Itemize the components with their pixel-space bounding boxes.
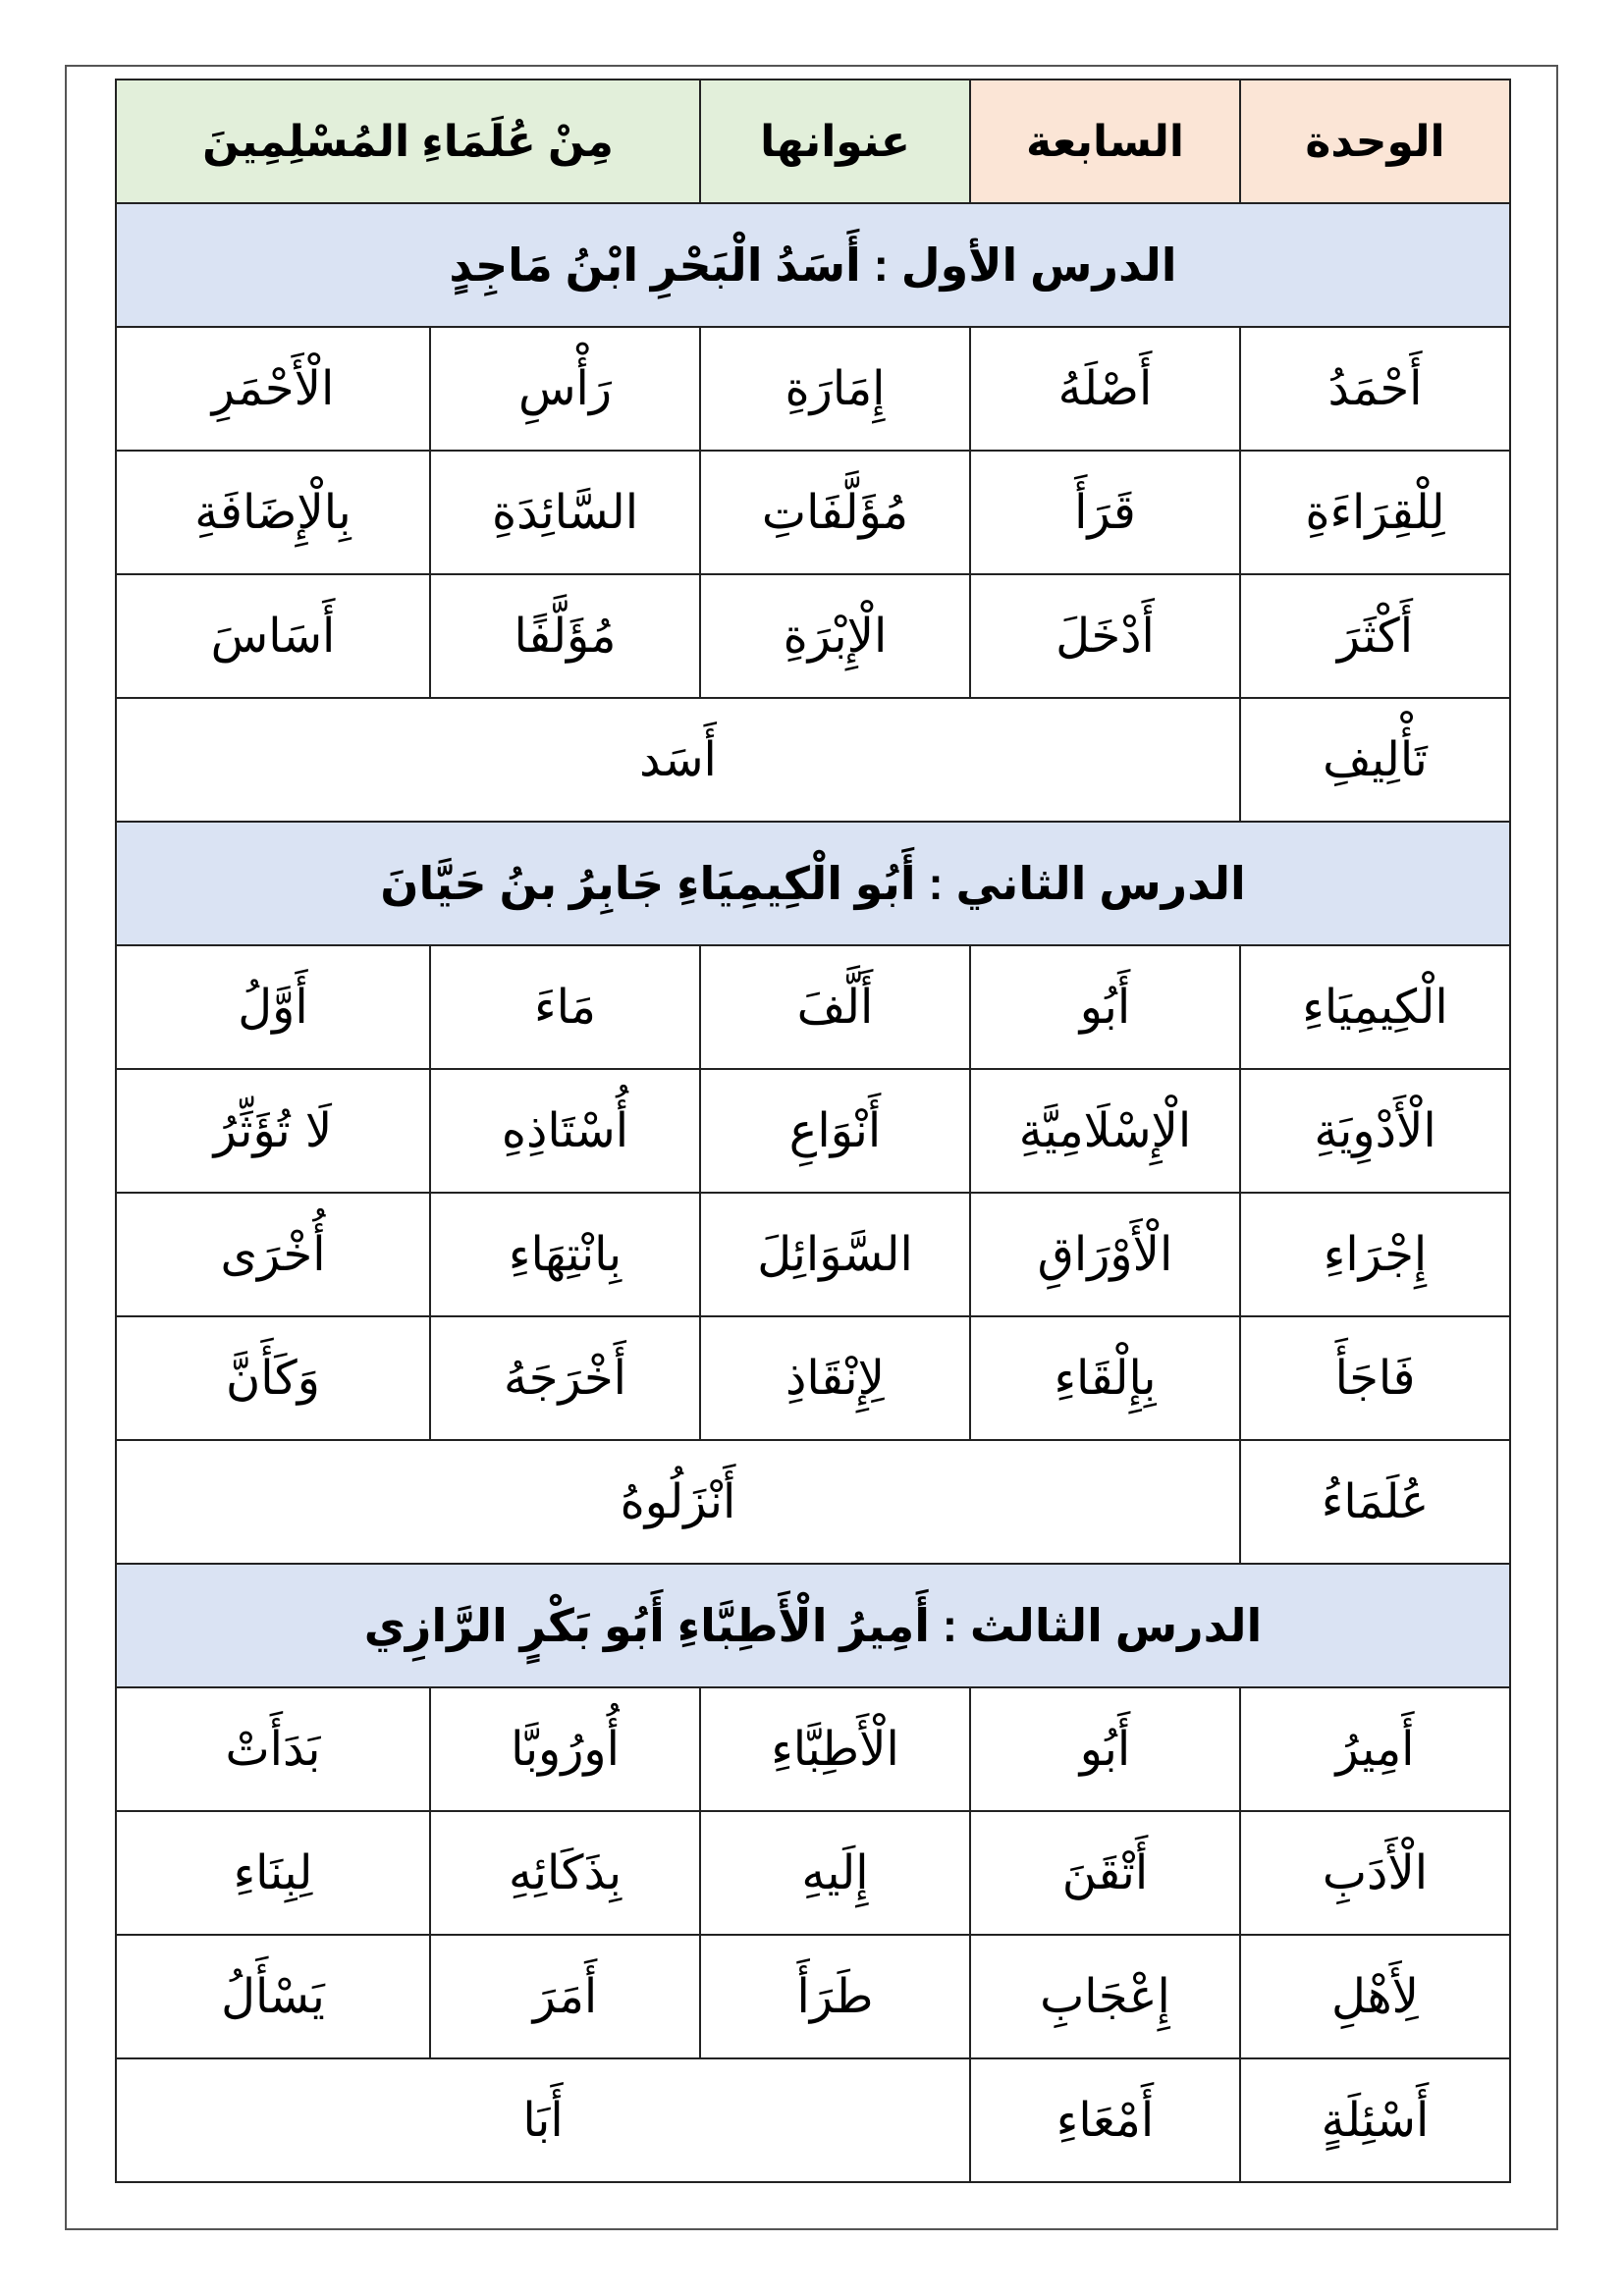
unit-value-cell: السابعة: [970, 80, 1240, 203]
word-cell-wide: أَبَا: [116, 2058, 970, 2182]
lesson-2-title-row: [116, 822, 1510, 945]
word-cell: بِذَكَائِهِ: [430, 1811, 700, 1935]
word-cell: بِانْتِهَاءِ: [430, 1193, 700, 1316]
word-cell: أُخْرَى: [116, 1193, 430, 1316]
word-cell: بِالْإِضَافَةِ: [116, 451, 430, 574]
word-cell: قَرَأَ: [970, 451, 1240, 574]
header-row: [116, 80, 1510, 203]
word-cell: الْأَطِبَّاءِ: [700, 1687, 970, 1811]
word-row: [116, 451, 1510, 574]
word-cell: أَصْلَهُ: [970, 327, 1240, 451]
word-cell: لَا تُؤَثِّرُ: [116, 1069, 430, 1193]
word-cell: لِإِنْقَاذِ: [700, 1316, 970, 1440]
word-cell: مُؤَلَّفَاتِ: [700, 451, 970, 574]
word-cell: أَلَّفَ: [700, 945, 970, 1069]
word-cell: أَكْثَرَ: [1240, 574, 1510, 698]
word-cell: تَأْلِيفِ: [1240, 698, 1510, 822]
vocabulary-table: [115, 79, 1511, 2183]
word-row: [116, 327, 1510, 451]
word-cell: أَمِيرُ: [1240, 1687, 1510, 1811]
word-cell: أَمْعَاءِ: [970, 2058, 1240, 2182]
word-cell: أَدْخَلَ: [970, 574, 1240, 698]
word-cell: أَبُو: [970, 945, 1240, 1069]
word-cell: لِلْقِرَاءَةِ: [1240, 451, 1510, 574]
word-cell: الْأَوْرَاقِ: [970, 1193, 1240, 1316]
word-cell: إِلَيهِ: [700, 1811, 970, 1935]
word-cell: أَبُو: [970, 1687, 1240, 1811]
word-cell: الْكِيمِيَاءِ: [1240, 945, 1510, 1069]
word-cell: وَكَأَنَّ: [116, 1316, 430, 1440]
word-cell: الْأَدْوِيَةِ: [1240, 1069, 1510, 1193]
word-cell: الْإِسْلَامِيَّةِ: [970, 1069, 1240, 1193]
word-cell: أَنْوَاعِ: [700, 1069, 970, 1193]
lesson-1-title-row: [116, 203, 1510, 327]
word-cell: الْأَدَبِ: [1240, 1811, 1510, 1935]
word-cell: أَمَرَ: [430, 1935, 700, 2058]
word-row: [116, 1440, 1510, 1564]
word-cell-wide: أَسَد: [116, 698, 1240, 822]
word-row: [116, 1687, 1510, 1811]
word-row: [116, 1811, 1510, 1935]
lesson-title: الدرس الثاني : أَبُو الْكِيمِيَاءِ جَابِرُ بنُ حَيَّانَ: [116, 822, 1510, 945]
word-cell: الْأَحْمَرِ: [116, 327, 430, 451]
word-cell: السَّائِدَةِ: [430, 451, 700, 574]
word-cell: أَحْمَدُ: [1240, 327, 1510, 451]
lesson-3-title-row: [116, 1564, 1510, 1687]
word-cell: أَخْرَجَهُ: [430, 1316, 700, 1440]
word-cell: فَاجَأَ: [1240, 1316, 1510, 1440]
word-cell: يَسْأَلُ: [116, 1935, 430, 2058]
word-cell: طَرَأَ: [700, 1935, 970, 2058]
word-cell: مُؤَلَّفًا: [430, 574, 700, 698]
word-cell: أُورُوبَّا: [430, 1687, 700, 1811]
word-cell: أُسْتَاذِهِ: [430, 1069, 700, 1193]
word-cell: مَاءَ: [430, 945, 700, 1069]
word-cell: أَوَّلُ: [116, 945, 430, 1069]
word-cell: رَأْسِ: [430, 327, 700, 451]
word-row: [116, 2058, 1510, 2182]
word-cell: لِأَهْلِ: [1240, 1935, 1510, 2058]
word-cell: عُلَمَاءُ: [1240, 1440, 1510, 1564]
word-row: [116, 1316, 1510, 1440]
word-cell: بِإِلْقَاءِ: [970, 1316, 1240, 1440]
word-cell: أَسَاسَ: [116, 574, 430, 698]
word-row: [116, 698, 1510, 822]
word-cell: لِبِنَاءِ: [116, 1811, 430, 1935]
lesson-title: الدرس الثالث : أَمِيرُ الْأَطِبَّاءِ أَبُو بَكْرٍ الرَّازِي: [116, 1564, 1510, 1687]
word-cell: أَتْقَنَ: [970, 1811, 1240, 1935]
lesson-title: الدرس الأول : أَسَدُ الْبَحْرِ ابْنُ مَاجِدٍ: [116, 203, 1510, 327]
word-row: [116, 1193, 1510, 1316]
unit-label-cell: الوحدة: [1240, 80, 1510, 203]
word-cell: إِمَارَةِ: [700, 327, 970, 451]
word-row: [116, 574, 1510, 698]
word-cell: إِجْرَاءِ: [1240, 1193, 1510, 1316]
word-cell: بَدَأَتْ: [116, 1687, 430, 1811]
word-cell: أَسْئِلَةٍ: [1240, 2058, 1510, 2182]
title-label-cell: عنوانها: [700, 80, 970, 203]
word-cell: إِعْجَابِ: [970, 1935, 1240, 2058]
word-cell-wide: أَنْزَلُوهُ: [116, 1440, 1240, 1564]
title-value-cell: مِنْ عُلَمَاءِ المُسْلِمِينَ: [116, 80, 700, 203]
word-row: [116, 1069, 1510, 1193]
word-cell: الْإِبْرَةِ: [700, 574, 970, 698]
word-row: [116, 1935, 1510, 2058]
word-row: [116, 945, 1510, 1069]
word-cell: السَّوَائِلَ: [700, 1193, 970, 1316]
